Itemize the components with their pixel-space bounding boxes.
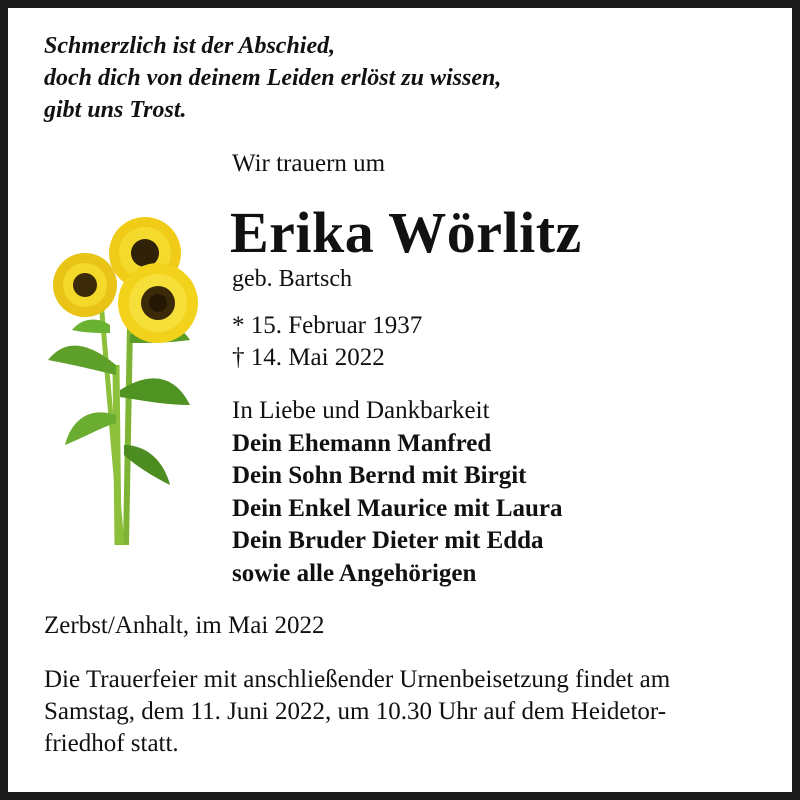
motto-line: gibt uns Trost.	[44, 97, 187, 123]
mourner-line: sowie alle Angehörigen	[232, 559, 477, 587]
family-heading: In Liebe und Dankbarkeit	[232, 397, 490, 424]
mourner-line: Dein Sohn Bernd mit Birgit	[232, 462, 527, 489]
deceased-name: Erika Wörlitz	[230, 200, 582, 265]
sunflower-bouquet-icon	[40, 215, 210, 550]
notice-line: Samstag, dem 11. Juni 2022, um 10.30 Uhr auf dem Heidetor-	[44, 698, 667, 725]
mourner-line: Dein Bruder Dieter mit Edda	[232, 527, 544, 554]
motto-line: Schmerzlich ist der Abschied,	[44, 33, 336, 59]
mourners-block	[232, 395, 563, 590]
motto-line: doch dich von deinem Leiden erlöst zu wissen,	[44, 65, 502, 91]
death-date: † 14. Mai 2022	[232, 344, 385, 371]
mourner-line: Dein Enkel Maurice mit Laura	[232, 494, 563, 522]
place-date: Zerbst/Anhalt, im Mai 2022	[44, 612, 325, 639]
mourner-line: Dein Ehemann Manfred	[232, 429, 492, 457]
funeral-notice	[44, 664, 764, 760]
notice-line: friedhof statt.	[44, 730, 179, 757]
life-dates	[232, 310, 422, 374]
intro-text: Wir trauern um	[232, 150, 386, 177]
motto-verse	[44, 30, 501, 126]
notice-line: Die Trauerfeier mit anschließender Urnenbeisetzung findet am	[44, 666, 671, 693]
maiden-name: geb. Bartsch	[232, 266, 352, 292]
birth-date: * 15. Februar 1937	[232, 312, 423, 339]
